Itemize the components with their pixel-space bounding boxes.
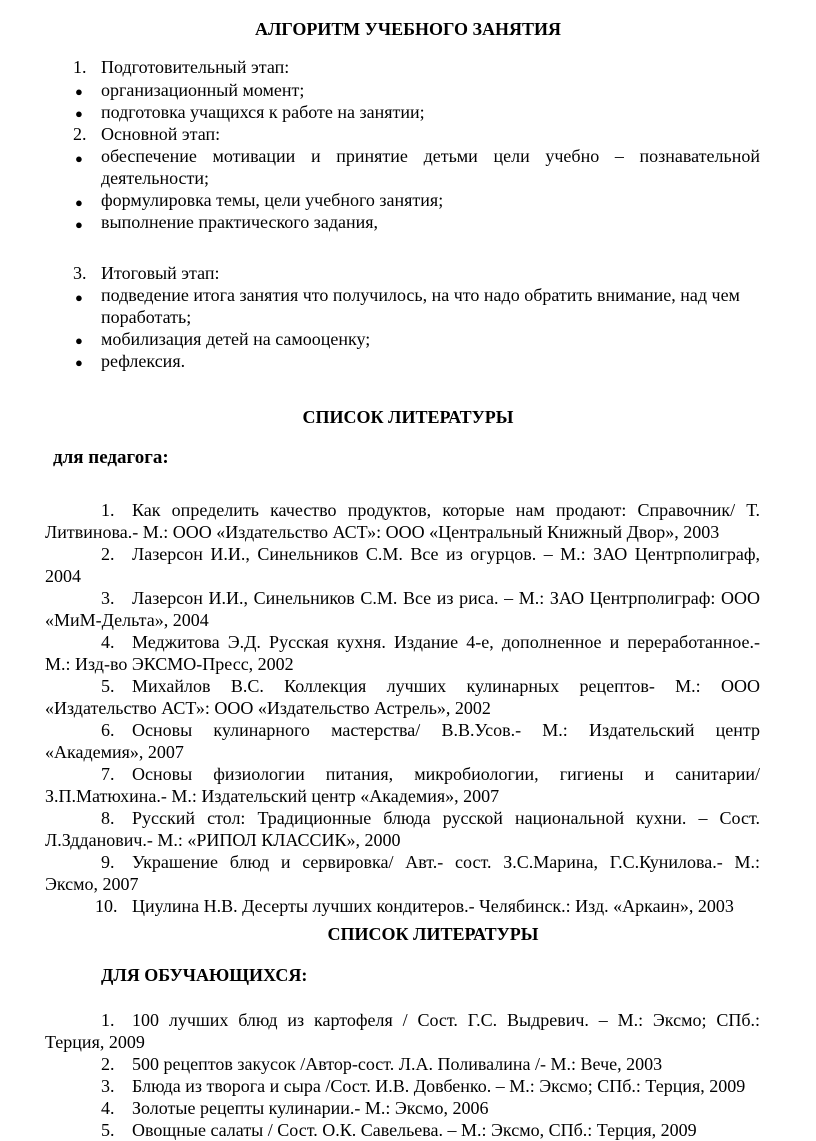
bullet-icon: ●: [75, 195, 83, 210]
list-item-text: Циулина Н.В. Десерты лучших кондитеров.- Челябинск.: Изд. «Аркаин», 2003: [132, 896, 734, 916]
stage1-number: 1.: [73, 57, 87, 77]
list-item-text: Как определить качество продуктов, которые нам продают: Справочник/ Т.: [132, 500, 760, 520]
stage1-label: Подготовительный этап:: [101, 57, 290, 77]
list-item-text: Михайлов В.С. Коллекция лучших кулинарных рецептов- М.: ООО: [132, 676, 760, 696]
list-item-text-cont: Эксмо, 2007: [45, 874, 139, 894]
stage3-item: мобилизация детей на самооценку;: [101, 329, 371, 349]
stage2-item-cont: деятельности;: [101, 168, 210, 188]
list-item-number: 5.: [101, 1120, 115, 1140]
stage3-item: рефлексия.: [101, 351, 186, 371]
stage2-item: выполнение практического задания,: [101, 212, 379, 232]
literature-title-students: СПИСОК ЛИТЕРАТУРЫ: [327, 924, 539, 944]
list-item-number: 9.: [101, 852, 115, 872]
list-item-number: 2.: [101, 544, 115, 564]
list-item-number: 3.: [101, 588, 115, 608]
list-item-number: 1.: [101, 1010, 115, 1030]
bullet-icon: ●: [75, 290, 83, 305]
list-item-text-cont: «Академия», 2007: [45, 742, 184, 762]
list-item-number: 6.: [101, 720, 115, 740]
list-item-number: 1.: [101, 500, 115, 520]
bullet-icon: ●: [75, 106, 83, 121]
list-item-text: Лазерсон И.И., Синельников С.М. Все из огурцов. – М.: ЗАО Центрполиграф,: [132, 544, 760, 564]
list-item-text-cont: Л.Здданович.- М.: «РИПОЛ КЛАССИК», 2000: [45, 830, 401, 850]
bullet-icon: ●: [75, 217, 83, 232]
list-item-number: 2.: [101, 1054, 115, 1074]
stage3-label: Итоговый этап:: [101, 263, 220, 283]
list-item-text: Русский стол: Традиционные блюда русской национальной кухни. – Сост.: [132, 808, 760, 828]
list-item-text: Лазерсон И.И., Синельников С.М. Все из риса. – М.: ЗАО Центрполиграф: ООО: [132, 588, 760, 608]
literature-title-teacher: СПИСОК ЛИТЕРАТУРЫ: [302, 407, 514, 427]
list-item-text-cont: Литвинова.- М.: ООО «Издательство АСТ»: ООО «Центральный Книжный Двор», 2003: [45, 522, 720, 542]
literature-subtitle-teacher: для педагога:: [53, 447, 169, 468]
list-item-text: Золотые рецепты кулинарии.- М.: Эксмо, 2006: [132, 1098, 489, 1118]
list-item-number: 8.: [101, 808, 115, 828]
list-item-number: 10.: [95, 896, 118, 916]
stage3-item-cont: поработать;: [101, 307, 192, 327]
bullet-icon: ●: [75, 84, 83, 99]
list-item-text-cont: М.: Изд-во ЭКСМО-Пресс, 2002: [45, 654, 294, 674]
stage1-item: подготовка учащихся к работе на занятии;: [101, 102, 425, 122]
stage2-label: Основной этап:: [101, 124, 221, 144]
list-item-text: 100 лучших блюд из картофеля / Сост. Г.С. Выдревич. – М.: Эксмо; СПб.:: [132, 1010, 760, 1030]
list-item-text: Украшение блюд и сервировка/ Авт.- сост. З.С.Марина, Г.С.Кунилова.- М.:: [132, 852, 760, 872]
list-item-number: 7.: [101, 764, 115, 784]
list-item-number: 5.: [101, 676, 115, 696]
stage2-item: обеспечение мотивации и принятие детьми цели учебно – познавательной: [101, 146, 760, 166]
list-item-text-cont: «МиМ-Дельта», 2004: [45, 610, 209, 630]
list-item-number: 4.: [101, 1098, 115, 1118]
stage2-item: формулировка темы, цели учебного занятия;: [101, 190, 444, 210]
stage1-item: организационный момент;: [101, 80, 305, 100]
bullet-icon: ●: [75, 151, 83, 166]
list-item-text: Основы физиологии питания, микробиологии, гигиены и санитарии/: [132, 764, 760, 784]
list-item-number: 4.: [101, 632, 115, 652]
list-item-text: Меджитова Э.Д. Русская кухня. Издание 4-е, дополненное и переработанное.-: [132, 632, 760, 652]
list-item-text: Овощные салаты / Сост. О.К. Савельева. – М.: Эксмо, СПб.: Терция, 2009: [132, 1120, 697, 1140]
list-item-text: Блюда из творога и сыра /Сост. И.В. Довбенко. – М.: Эксмо; СПб.: Терция, 2009: [132, 1076, 746, 1096]
literature-subtitle-students: ДЛЯ ОБУЧАЮЩИХСЯ:: [101, 965, 308, 985]
bullet-icon: ●: [75, 333, 83, 348]
bullet-icon: ●: [75, 355, 83, 370]
list-item-number: 3.: [101, 1076, 115, 1096]
stage2-number: 2.: [73, 124, 87, 144]
list-item-text-cont: З.П.Матюхина.- М.: Издательский центр «Академия», 2007: [45, 786, 500, 806]
list-item-text-cont: 2004: [45, 566, 81, 586]
list-item-text-cont: Терция, 2009: [45, 1032, 145, 1052]
stage3-item: подведение итога занятия что получилось, на что надо обратить внимание, над чем: [101, 285, 740, 305]
algorithm-title: АЛГОРИТМ УЧЕБНОГО ЗАНЯТИЯ: [254, 19, 561, 39]
list-item-text: 500 рецептов закусок /Автор-сост. Л.А. Поливалина /- М.: Вече, 2003: [132, 1054, 663, 1074]
stage3-number: 3.: [73, 263, 87, 283]
list-item-text-cont: «Издательство АСТ»: ООО «Издательство Астрель», 2002: [45, 698, 491, 718]
list-item-text: Основы кулинарного мастерства/ В.В.Усов.- М.: Издательский центр: [132, 720, 760, 740]
